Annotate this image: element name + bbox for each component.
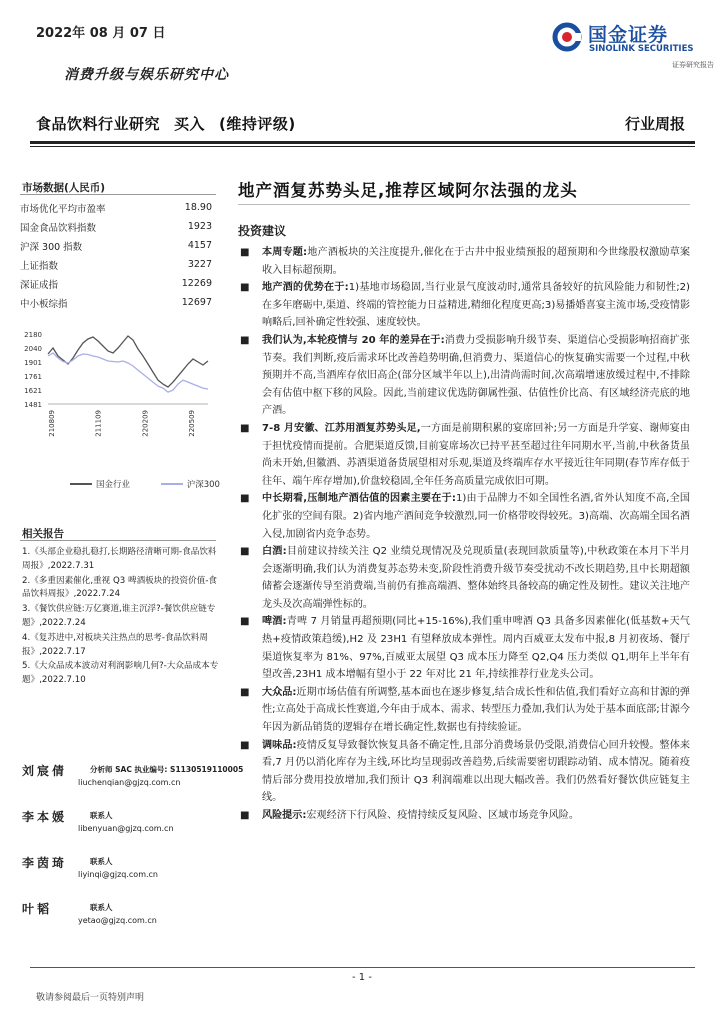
analyst-name: 刘宸倩 bbox=[22, 764, 68, 778]
bullet-dot: ■ bbox=[240, 422, 250, 434]
bullet-head: 大众品: bbox=[262, 686, 297, 698]
report-date: 2022年 08 月 07 日 bbox=[36, 26, 166, 41]
market-label: 深证成指 bbox=[20, 279, 59, 291]
chart-y-tick: 2180 bbox=[24, 331, 42, 339]
related-report-item[interactable]: 1.《头部企业稳扎稳打,长期路径清晰可期-食品饮料周报》,2022.7.31 bbox=[22, 547, 217, 571]
investment-bullet bbox=[238, 420, 690, 490]
bullet-text: 宏观经济下行风险、疫情持续反复风险、区域市场竞争风险。 bbox=[306, 810, 579, 821]
analyst-email[interactable]: liyinqi@gjzq.com.cn bbox=[78, 870, 158, 879]
company-logo bbox=[552, 18, 714, 70]
legend-swatch-hs300 bbox=[161, 483, 183, 485]
bullet-text: 疫情反复导致餐饮恢复具备不确定性,且部分消费场景仍受限,消费信心回升较慢。整体来看,7 月仍以消化库存为主线,环比均呈现弱改善趋势,后续需要密切跟踪动销、成本情况。随着疫情后部分费用投放增加,我们预计 Q3 利润端难以出现大幅改善。我们仍然看好餐饮供应链复主线。 bbox=[262, 739, 690, 804]
chart-series-0 bbox=[48, 336, 208, 387]
market-label: 中小板综指 bbox=[20, 298, 68, 310]
analyst-name: 李本媛 bbox=[22, 810, 68, 824]
market-row bbox=[20, 198, 220, 217]
related-report-item[interactable]: 5.《大众品成本波动对利润影响几何?-大众品成本专题》,2022.7.10 bbox=[22, 661, 219, 686]
market-value: 4157 bbox=[187, 240, 212, 251]
logo-en: SINOLINK SECURITIES bbox=[589, 44, 694, 54]
related-report-item[interactable]: 3.《餐饮供应链:万亿赛道,谁主沉浮?-餐饮供应链专题》,2022.7.24 bbox=[22, 604, 216, 628]
bullet-dot: ■ bbox=[240, 334, 250, 346]
index-chart bbox=[18, 322, 220, 502]
bullet-dot: ■ bbox=[240, 282, 250, 294]
investment-bullet bbox=[238, 490, 690, 543]
bullet-dot: ■ bbox=[240, 810, 250, 821]
investment-bullet bbox=[238, 543, 690, 613]
bullet-head: 地产酒的优势在于: bbox=[262, 282, 349, 294]
investment-bullet bbox=[238, 332, 690, 420]
logo-sub: 证券研究报告 bbox=[672, 61, 714, 69]
bullet-text: 消费力受损影响升级节奏、渠道信心受损影响招商扩张节奏。我们判断,疫后需求环比改善趋势明确,但消费力、渠道信心的恢复确实需要一个过程,中秋预期并不高,当酒库存依旧高企(部分区域半年以上),出清尚需时间,次高端增速放缓过程中,不排除会有估值中枢下移的风险。因此,当前建议优选防御属性强、估值性价比高、有区域经济壳底的地产酒。 bbox=[262, 334, 691, 417]
related-reports-list bbox=[22, 546, 222, 689]
bullet-head: 白酒: bbox=[262, 546, 287, 558]
market-label: 市场优化平均市盈率 bbox=[20, 203, 106, 215]
chart-x-tick: 220509 bbox=[188, 410, 196, 437]
legend-item-hs300 bbox=[161, 478, 220, 490]
logo-ring-icon bbox=[552, 22, 582, 52]
market-data-title: 市场数据(人民币) bbox=[22, 182, 106, 194]
analyst-role: 分析师 SAC 执业编号: S1130519110005 bbox=[90, 765, 244, 774]
bullet-text: 目前建议持续关注 Q2 业绩兑现情况及兑现质量(表现回款质量等),中秋政策在本月下半月会逐渐明确,我们认为消费复苏态势未变,阶段性消费升级节奏受扰动不改长期趋势,且中长期超额储蓄会逐渐传导至消费端,当前仍有推高端酒、整体始终具备较高的确定性及韧性。建议关注地产龙头及次高端弹性标的。 bbox=[262, 546, 690, 610]
analyst-email[interactable]: yetao@gjzq.com.cn bbox=[78, 916, 157, 925]
chart-y-tick: 1621 bbox=[24, 386, 42, 395]
legend-swatch-industry bbox=[70, 483, 92, 485]
investment-bullet bbox=[238, 613, 690, 683]
chart-x-tick: 211109 bbox=[94, 410, 103, 437]
section-title: 投资建议 bbox=[238, 224, 287, 238]
market-value: 3227 bbox=[187, 259, 212, 270]
analyst-card bbox=[22, 854, 227, 900]
market-data-table bbox=[20, 198, 220, 312]
analyst-list bbox=[22, 762, 244, 946]
rating: 买入 bbox=[174, 115, 206, 133]
research-center: 消费升级与娱乐研究中心 bbox=[64, 67, 229, 83]
bullet-dot: ■ bbox=[240, 739, 250, 751]
bullet-head: 中长期看,压制地产酒估值的因素主要在于: bbox=[262, 493, 456, 505]
header-rule bbox=[30, 141, 695, 144]
market-label: 国金食品饮料指数 bbox=[20, 222, 97, 234]
logo-cn: 国金证券 bbox=[588, 24, 669, 46]
market-label: 沪深 300 指数 bbox=[20, 241, 83, 253]
industry-title: 食品饮料行业研究 bbox=[36, 115, 161, 133]
bullet-head: 本周专题: bbox=[262, 247, 308, 258]
related-reports-title: 相关报告 bbox=[22, 528, 64, 540]
page-number: - 1 - bbox=[352, 972, 372, 983]
bullet-dot: ■ bbox=[240, 247, 250, 258]
analyst-card bbox=[22, 808, 227, 854]
analyst-role: 联系人 bbox=[90, 811, 113, 820]
bullet-text: 地产酒板块的关注度提升,催化在于古井中报业绩预报的超预期和今世缘股权激励草案收入目标超预期。 bbox=[262, 247, 690, 276]
footer-rule bbox=[30, 967, 695, 968]
market-divider bbox=[20, 194, 216, 195]
chart-legend bbox=[70, 478, 248, 490]
related-report-item[interactable]: 2.《多重因素催化,重视 Q3 啤酒板块的投资价值-食品饮料周报》,2022.7.24 bbox=[22, 575, 218, 600]
analyst-role: 联系人 bbox=[90, 903, 113, 912]
report-title: 地产酒复苏势头足,推荐区域阿尔法强的龙头 bbox=[238, 181, 578, 200]
bullet-text: 1)基地市场稳固,当行业景气度波动时,通常具备较好的抗风险能力和韧性;2)在多年磨砺中,渠道、终端的管控能力日益精进,精细化程度更高;3)易播婚喜宴主流市场,受疫情影响略后,回补确定性较强、速度较快。 bbox=[262, 282, 690, 329]
bullet-head: 啤酒: bbox=[262, 616, 287, 628]
bullet-text: 近期市场估值有所调整,基本面也在逐步修复,结合成长性和估值,我们看好立高和甘源的弹性;立高处于高成长性赛道,今年由于成本、需求、转型压力叠加,我们认为处于基本面底部;甘源今年因为新品销货的逻辑存在增长确定性,数据也有持续验证。 bbox=[262, 686, 690, 734]
analyst-role: 联系人 bbox=[90, 857, 113, 866]
analyst-email[interactable]: libenyuan@gjzq.com.cn bbox=[78, 824, 174, 833]
bullet-head: 我们认为,本轮疫情与 20 年的差异在于: bbox=[262, 334, 445, 346]
header-row bbox=[36, 113, 310, 134]
market-row bbox=[20, 236, 220, 255]
chart-y-tick: 1481 bbox=[24, 401, 42, 409]
chart-y-tick: 2040 bbox=[24, 345, 42, 354]
bullet-text: 青啤 7 月销量再超预期(同比+15-16%),我们重申啤酒 Q3 具备多因素催化(低基数+天气热+疫情政策趋缓),H2 及 23H1 有望释放成本弹性。周内百威亚太发布中报,8 月初夜场、餐厅渠道恢复率为 81%、97%,百威亚太展望 Q3 成本压力降至 Q2,Q4 压力类似 Q1,明年上半年有望改善,23H1 成本增幅有望小于 22 年对比 21 年,持续推荐行业龙头公司。 bbox=[262, 616, 690, 681]
market-value: 12697 bbox=[181, 297, 212, 308]
analyst-card bbox=[22, 762, 244, 808]
chart-x-tick: 210809 bbox=[48, 410, 56, 437]
market-row bbox=[20, 255, 220, 274]
bullet-dot: ■ bbox=[240, 493, 250, 505]
investment-bullet bbox=[238, 737, 690, 807]
bullet-text: 一方面是前期积累的宴席回补;另一方面是升学宴、谢师宴由于担忧疫情而提前。合肥渠道反馈,目前宴席场次已持平甚至超过往年同期水平,当前,中秋备货虽尚未开始,但徽酒、苏酒渠道备货展望相对乐观,渠道及终端库存水平接近往年同期(春节库存低于往年、端午库存增加),价盘较稳固,全年任务高质量完成依旧可期。 bbox=[262, 422, 690, 487]
market-row bbox=[20, 217, 220, 236]
chart-y-tick: 1761 bbox=[24, 372, 42, 381]
chart-x-tick: 220209 bbox=[141, 410, 150, 437]
bullet-dot: ■ bbox=[240, 616, 250, 628]
disclaimer: 敬请参阅最后一页特别声明 bbox=[36, 993, 145, 1003]
market-value: 12269 bbox=[181, 278, 212, 289]
bullet-dot: ■ bbox=[240, 686, 250, 698]
legend-label-industry: 国金行业 bbox=[96, 480, 131, 490]
chart-y-tick: 1901 bbox=[24, 358, 42, 367]
related-divider bbox=[20, 540, 216, 541]
market-value: 18.90 bbox=[184, 202, 212, 213]
analyst-name: 李茵琦 bbox=[22, 856, 68, 870]
analyst-card bbox=[22, 900, 227, 946]
market-value: 1923 bbox=[187, 221, 212, 232]
bullet-dot: ■ bbox=[240, 546, 250, 558]
investment-bullet bbox=[238, 684, 690, 737]
legend-item-industry bbox=[70, 478, 130, 490]
header-rule-thin bbox=[30, 146, 695, 147]
investment-bullets bbox=[238, 244, 690, 825]
market-row bbox=[20, 274, 220, 293]
related-report-item[interactable]: 4.《复苏进中,对板块关注热点的思考-食品饮料周报》,2022.7.17 bbox=[22, 632, 208, 657]
investment-bullet bbox=[238, 807, 690, 825]
rating-note: (维持评级) bbox=[219, 115, 296, 133]
title-divider bbox=[238, 204, 690, 205]
legend-label-hs300: 沪深300 bbox=[186, 480, 220, 490]
analyst-name: 叶韬 bbox=[22, 902, 53, 916]
investment-bullet bbox=[238, 244, 690, 279]
bullet-head: 风险提示: bbox=[262, 810, 307, 821]
analyst-email[interactable]: liuchenqian@gjzq.com.cn bbox=[78, 778, 181, 787]
market-row bbox=[20, 293, 220, 312]
report-type: 行业周报 bbox=[624, 115, 685, 133]
bullet-head: 调味品: bbox=[262, 739, 297, 751]
investment-bullet bbox=[238, 279, 690, 332]
bullet-head: 7-8 月安徽、江苏用酒复苏势头足, bbox=[262, 422, 421, 434]
bullet-text: 1)由于品牌力不如全国性名酒,省外认知度不高,全国化扩张的空间有限。2)省内地产酒间竞争较激烈,同一价格带咬得较死。3)高端、次高端全国名酒入侵,加剧省内竞争态势。 bbox=[262, 493, 691, 540]
market-label: 上证指数 bbox=[20, 260, 59, 272]
